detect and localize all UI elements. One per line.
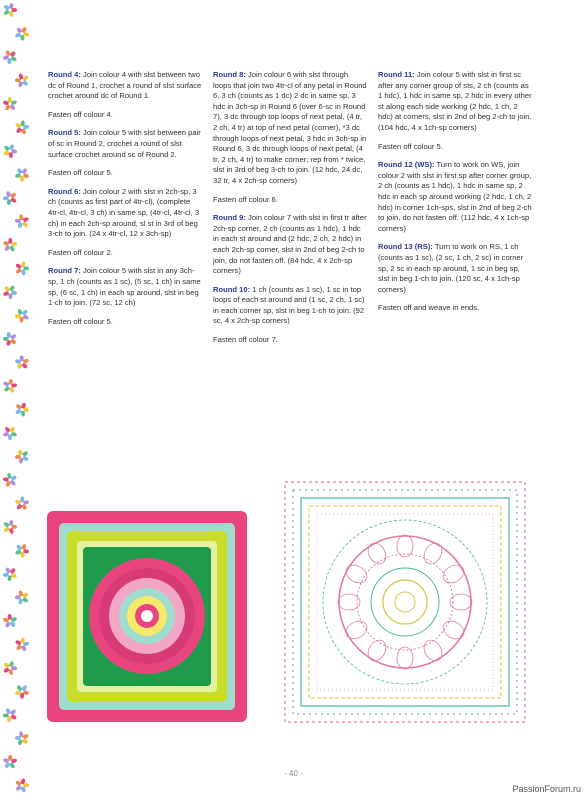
- fasten-off-note: Fasten off colour 6.: [213, 194, 278, 204]
- round-text: Turn to work on RS, 1 ch (counts as 1 sc), (2 sc, 1 ch, 2 sc) in corner sp, 2 sc in each sp around, 1 sc in beg sp, slst in beg 1-ch to join. (120 sc, 4 x 1ch-sp corners): [378, 242, 524, 294]
- round-label: Round 9:: [213, 213, 246, 223]
- round-text: Join colour 2 with slst in 2ch-sp, 3 ch (counts as first part of 4tr-cl), (complete 4tr-cl, 4tr-cl, 3 ch) in same sp, (4tr-cl, 4tr-cl, 3 ch) in each 2ch-sp around, sl st in 3rd of beg 3-ch to join. (24 x 4tr-cl, 12 x 3ch-sp): [48, 186, 200, 239]
- crochet-square-photo: [47, 511, 247, 722]
- round-text: Join colour 4 with slst between two dc of Round 1, crochet a round of slst surface crochet around dc of Round 1.: [48, 70, 202, 101]
- fasten-off-note: Fasten off colour 2.: [48, 247, 113, 257]
- round-text: Turn to work on WS, join colour 2 with slst in first sp after corner group, 2 ch (counts as 1 hdc), 1 hdc in same sp, 2 hdc in each sp around working (2 hdc, 1 ch, 2 hdc) in corner 1ch-sps, slst in 2nd of beg 2-ch to join, do not fasten off. (112 hdc, 4 x 1ch-sp corners): [378, 160, 532, 233]
- round-text: Join colour 5 with slst in first sc after any corner group of sts, 2 ch (counts as 1 hdc), 1 hdc in same sp, 2 hdc in every other st along each side working (2 hdc, 1 ch, 2 hdc) at corners, slst in 2nd of beg 2-ch to join. (104 hdc, 4 x 1ch-sp corners): [378, 70, 532, 132]
- fasten-off-note: Fasten off and weave in ends.: [378, 303, 480, 313]
- round-label: Round 11:: [378, 70, 415, 79]
- instructions-column-1: [48, 70, 203, 335]
- round-text: Join colour 5 with slst in any 3ch-sp, 1 ch (counts as 1 sc), (5 sc, 1 ch) in same sp, (6 sc, 1 ch) in each sp around, slst in beg 1-ch to join. (72 sc, 12 ch): [48, 266, 201, 308]
- round-instruction: [213, 70, 368, 187]
- round-instruction: [378, 70, 533, 134]
- round-label: Round 8:: [213, 70, 246, 79]
- instructions-column-2: [213, 70, 368, 354]
- round-instruction: [48, 187, 203, 240]
- round-label: Round 13 (RS):: [378, 242, 433, 252]
- crochet-chart-diagram: [281, 478, 529, 726]
- round-text: Join colour 5 with slst between pair of sc in Round 2, crochet a round of slst surface crochet around sc of Round 2.: [48, 128, 201, 159]
- round-instruction: [48, 128, 203, 160]
- fasten-off-note: Fasten off colour 5.: [48, 316, 113, 326]
- page-number: - 40 -: [284, 769, 303, 778]
- round-label: Round 4:: [48, 70, 81, 79]
- fasten-off-note: Fasten off colour 7.: [213, 335, 278, 345]
- round-instruction: [213, 213, 368, 277]
- fasten-off-note: Fasten off colour 4.: [48, 109, 113, 119]
- round-text: 1 ch (counts as 1 sc), 1 sc in top loops of each st around and (1 sc, 2 ch, 1 sc) in each corner sp, slst in beg 1-ch to join. (92 sc, 4 x 2ch-sp corners): [213, 284, 365, 326]
- fasten-off-note: Fasten off colour 5.: [48, 168, 113, 178]
- round-instruction: [213, 285, 368, 327]
- watermark: PassionForum.ru: [512, 784, 581, 794]
- round-text: Join colour 7 with slst in first tr after 2ch-sp corner, 2 ch (counts as 1 hdc), 1 hdc in each st around and (2 hdc, 2 ch, 2 hdc) in each 2ch-sp corner, slst in 2nd of beg 2-ch to join, do not fasten off. (84 hdc, 4 x 2ch-sp corners): [213, 213, 367, 276]
- round-instruction: [48, 70, 203, 102]
- round-instruction: [378, 160, 533, 234]
- round-label: Round 6:: [48, 186, 81, 196]
- floral-border-strip: [0, 0, 34, 800]
- round-text: Join colour 6 with slst through loops that join two 4tr-cl of any petal in Round 6, 3 ch (counts as 1 dc) 2 dc in same sp, 3 hdc in 3ch-sp in Round 6 (over 6-sc in Round 7), 3 dc through top loops of next petal, (4 tr, 2 ch, 4 tr) at top of next petal (corner), *3 dc through loops of next petal, 3 hdc in 3ch-sp in Round 6, 3 dc through loops of next petal, (4 tr, 2 ch, 4 tr) to make corner; rep from * twice, slst in 3rd of beg 3-ch to join. (12 hdc, 24 dc, 32 tr, 4 x 2ch-sp corners): [213, 70, 367, 185]
- fasten-off-note: Fasten off colour 5.: [378, 141, 443, 151]
- round-label: Round 10:: [213, 284, 251, 294]
- round-label: Round 7:: [48, 266, 81, 276]
- round-label: Round 5:: [48, 128, 81, 138]
- round-instruction: [378, 242, 533, 295]
- round-label: Round 12 (WS):: [378, 160, 435, 170]
- round-instruction: [48, 266, 203, 308]
- instructions-column-3: [378, 70, 533, 322]
